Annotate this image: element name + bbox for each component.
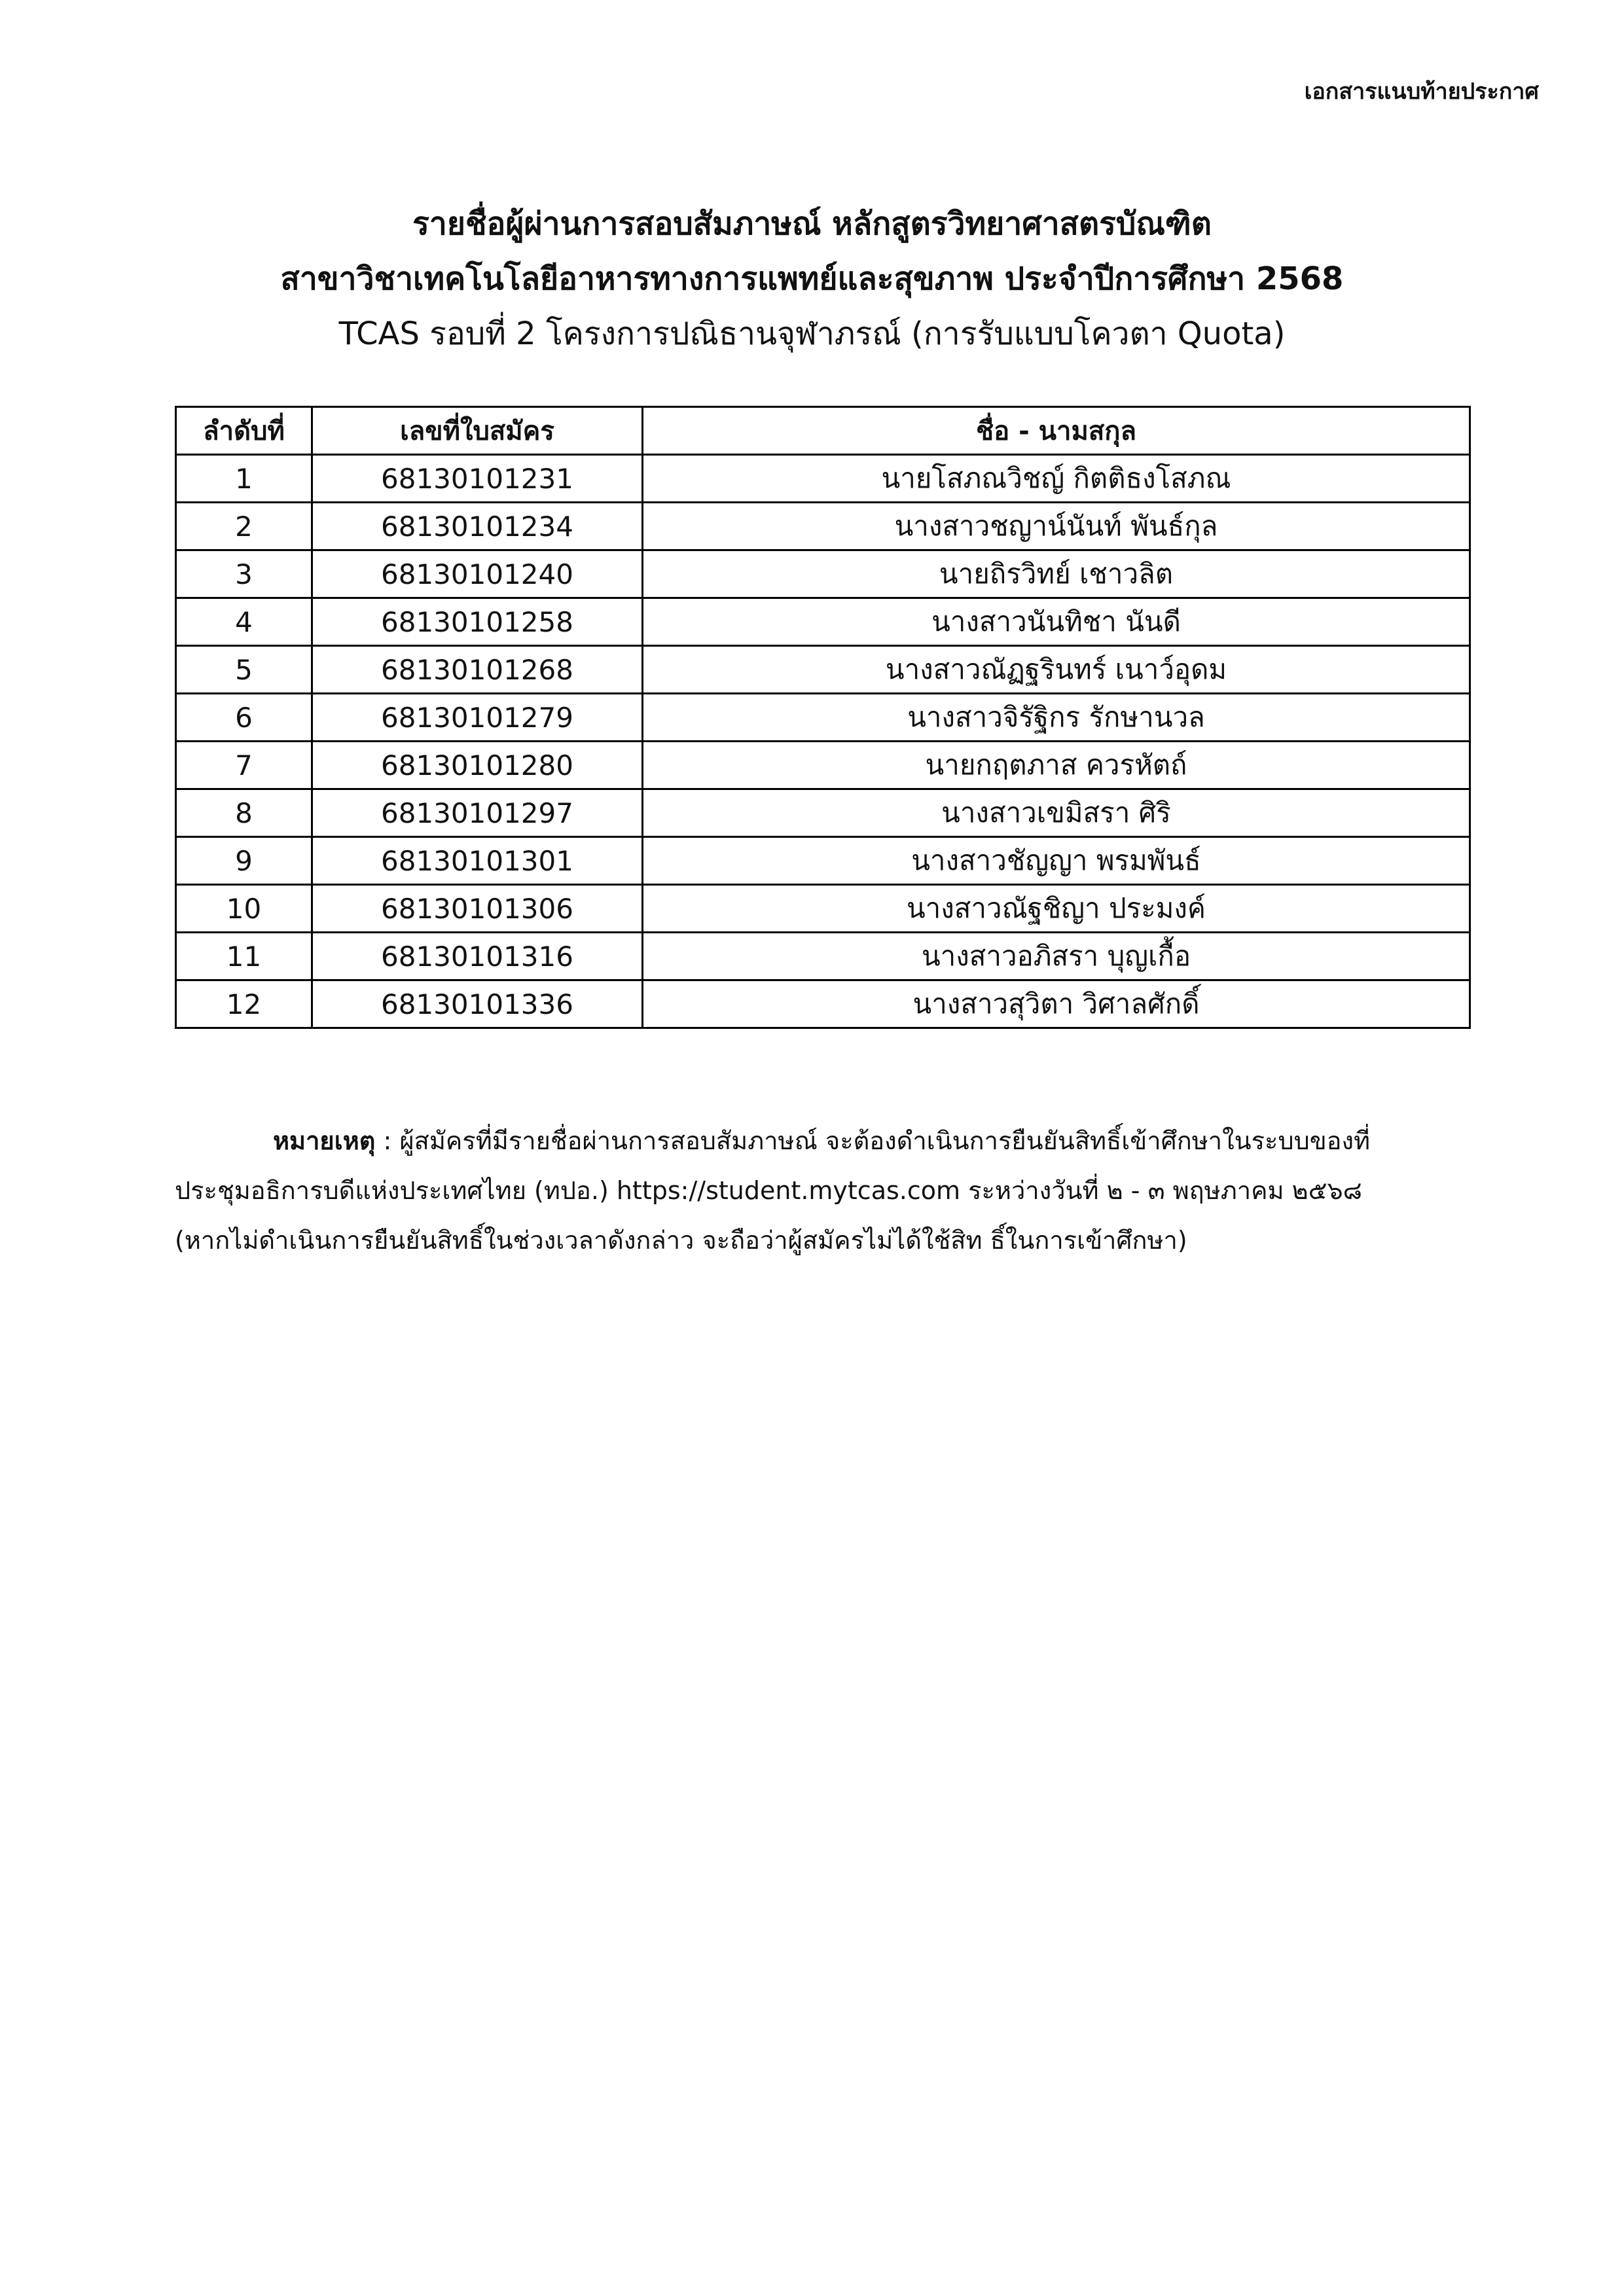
cell-application-no: 68130101316: [312, 933, 643, 980]
cell-order: 5: [176, 646, 312, 694]
table-row: [176, 598, 1470, 646]
cell-name: นางสาวชัญญา พรมพันธ์: [643, 837, 1470, 885]
cell-order: 12: [176, 980, 312, 1028]
cell-order: 3: [176, 550, 312, 598]
remark-label: หมายเหตุ: [273, 1126, 376, 1155]
cell-name: นางสาวสุวิตา วิศาลศักดิ์: [643, 980, 1470, 1028]
cell-name: นางสาวชญาน์นันท์ พันธ์กุล: [643, 503, 1470, 550]
cell-application-no: 68130101234: [312, 503, 643, 550]
document-title: [0, 196, 1624, 361]
remark-line-3: (หากไม่ดำเนินการยืนยันสิทธิ์ในช่วงเวลาดังกล่าว จะถือว่าผู้สมัครไม่ได้ใช้สิท ธิ์ในการเข้าศึกษา): [175, 1226, 1187, 1255]
cell-name: นางสาวอภิสรา บุญเกื้อ: [643, 933, 1470, 980]
table-row: [176, 885, 1470, 933]
table-row: [176, 455, 1470, 503]
cell-name: นางสาวจิรัฐิกร รักษานวล: [643, 694, 1470, 742]
table-row: [176, 933, 1470, 980]
cell-application-no: 68130101280: [312, 742, 643, 789]
table-row: [176, 550, 1470, 598]
cell-application-no: 68130101336: [312, 980, 643, 1028]
table-header: [176, 407, 1470, 455]
title-line-2: สาขาวิชาเทคโนโลยีอาหารทางการแพทย์และสุขภาพ ประจำปีการศึกษา 2568: [280, 260, 1344, 297]
cell-name: นางสาวเขมิสรา ศิริ: [643, 789, 1470, 837]
title-line-3: TCAS รอบที่ 2 โครงการปณิธานจุฬาภรณ์ (การรับแบบโควตา Quota): [338, 315, 1286, 352]
cell-application-no: 68130101268: [312, 646, 643, 694]
cell-name: นางสาวนันทิชา นันดี: [643, 598, 1470, 646]
table-row: [176, 837, 1470, 885]
remark-text-1: : ผู้สมัครที่มีรายชื่อผ่านการสอบสัมภาษณ์ จะต้องดำเนินการยืนยันสิทธิ์เข้าศึกษาในระบบของที่: [375, 1126, 1371, 1155]
table-body: [176, 455, 1470, 1028]
cell-name: นายถิรวิทย์ เชาวลิต: [643, 550, 1470, 598]
table-row: [176, 694, 1470, 742]
cell-application-no: 68130101297: [312, 789, 643, 837]
header-application-no: เลขที่ใบสมัคร: [312, 407, 643, 455]
cell-order: 8: [176, 789, 312, 837]
table-header-row: [176, 407, 1470, 455]
cell-name: นางสาวณัฏฐรินทร์ เนาว์อุดม: [643, 646, 1470, 694]
header-order: ลำดับที่: [176, 407, 312, 455]
cell-order: 2: [176, 503, 312, 550]
cell-application-no: 68130101279: [312, 694, 643, 742]
table-row: [176, 646, 1470, 694]
cell-order: 7: [176, 742, 312, 789]
title-line-1: รายชื่อผู้ผ่านการสอบสัมภาษณ์ หลักสูตรวิทยาศาสตรบัณฑิต: [412, 206, 1212, 242]
cell-order: 9: [176, 837, 312, 885]
header-note: เอกสารแนบท้ายประกาศ: [1304, 79, 1539, 105]
applicant-table: [175, 406, 1471, 1029]
cell-order: 10: [176, 885, 312, 933]
table-row: [176, 742, 1470, 789]
cell-application-no: 68130101306: [312, 885, 643, 933]
cell-application-no: 68130101301: [312, 837, 643, 885]
remark-note: [175, 1116, 1477, 1265]
remark-line-1: [175, 1116, 1477, 1166]
cell-order: 1: [176, 455, 312, 503]
cell-application-no: 68130101258: [312, 598, 643, 646]
cell-application-no: 68130101240: [312, 550, 643, 598]
cell-name: นายกฤตภาส ควรหัตถ์: [643, 742, 1470, 789]
table-row: [176, 980, 1470, 1028]
table-row: [176, 789, 1470, 837]
cell-order: 4: [176, 598, 312, 646]
cell-name: นายโสภณวิชญ์ กิตติธงโสภณ: [643, 455, 1470, 503]
table-row: [176, 503, 1470, 550]
cell-application-no: 68130101231: [312, 455, 643, 503]
cell-name: นางสาวณัฐชิญา ประมงค์: [643, 885, 1470, 933]
applicant-table-container: [175, 406, 1471, 1029]
remark-line-2: ประชุมอธิการบดีแห่งประเทศไทย (ทปอ.) https://student.mytcas.com ระหว่างวันที่ ๒ - ๓ พฤษภาคม ๒๕๖๘: [175, 1176, 1362, 1205]
header-name: ชื่อ - นามสกุล: [643, 407, 1470, 455]
cell-order: 11: [176, 933, 312, 980]
cell-order: 6: [176, 694, 312, 742]
